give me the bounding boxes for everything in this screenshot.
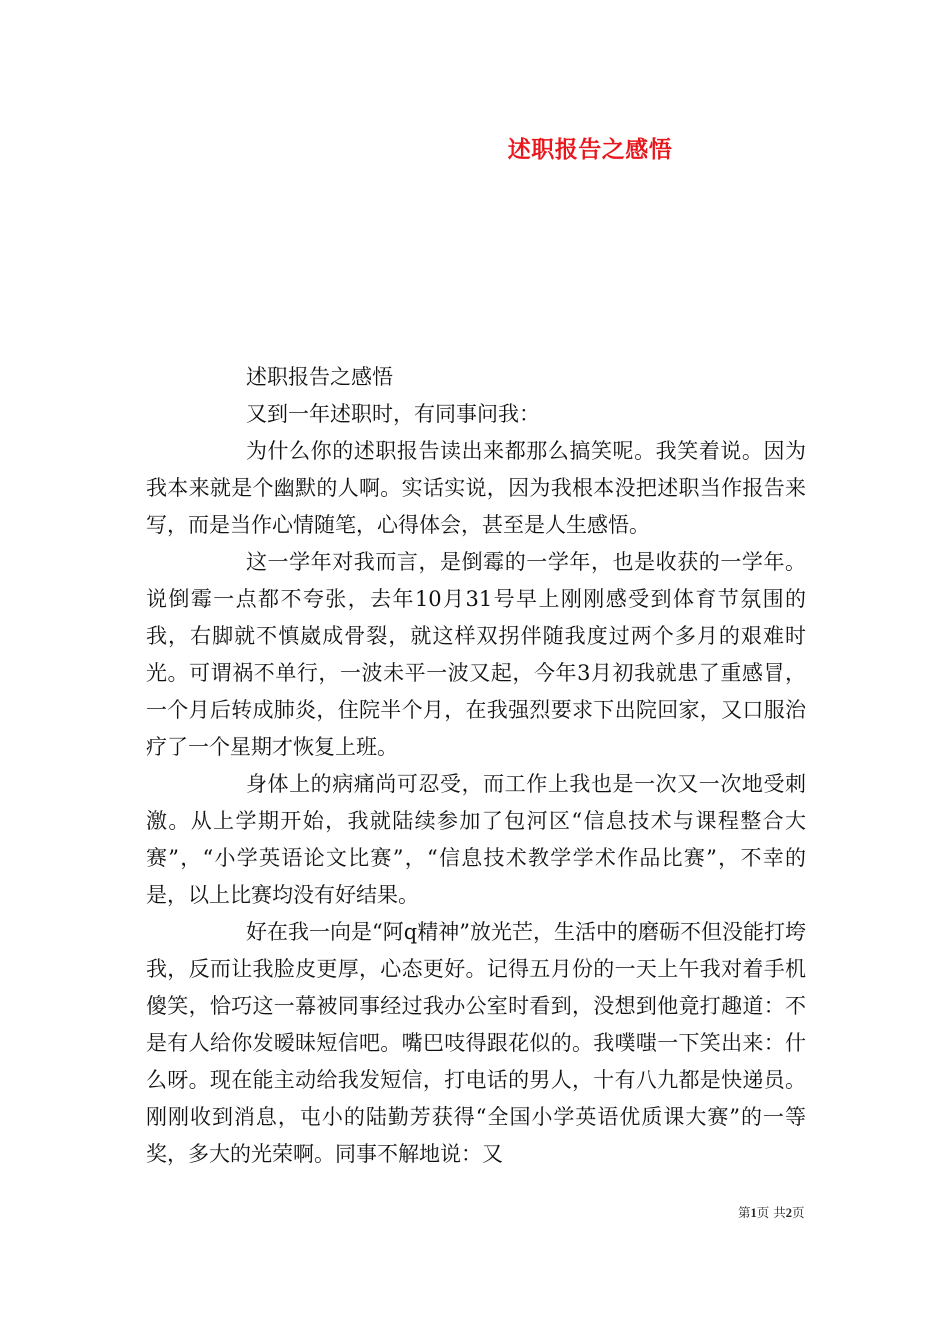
footer-prefix: 第 (738, 1205, 751, 1220)
page-number-footer (738, 1205, 805, 1221)
paragraph-heading: 述职报告之感悟 (246, 365, 393, 389)
current-page-number: 1 (750, 1206, 757, 1220)
paragraph: 为什么你的述职报告读出来都那么搞笑呢。我笑着说。因为我本来就是个幽默的人啊。实话实说，因为我根本没把述职当作报告来写，而是当作心情随笔，心得体会，甚至是人生感悟。 (146, 439, 806, 537)
paragraph: 好在我一向是“阿q精神”放光芒，生活中的磨砺不但没能打垮我，反而让我脸皮更厚，心态更好。记得五月份的一天上午我对着手机傻笑，恰巧这一幕被同事经过我办公室时看到，没想到他竟打趣道：不是有人给你发暧昧短信吧。嘴巴吱得跟花似的。我噗嗤一下笑出来：什么呀。现在能主动给我发短信，打电话的男人，十有八九都是快递员。刚刚收到消息，屯小的陆勤芳获得“全国小学英语优质课大赛”的一等奖，多大的光荣啊。同事不解地说：又 (146, 920, 806, 1166)
total-page-number: 2 (785, 1206, 792, 1220)
footer-middle: 页 共 (756, 1205, 786, 1220)
paragraph: 又到一年述职时，有同事问我： (246, 402, 540, 426)
paragraph: 身体上的病痛尚可忍受，而工作上我也是一次又一次地受刺激。从上学期开始，我就陆续参加了包河区“信息技术与课程整合大赛”，“小学英语论文比赛”，“信息技术教学学术作品比赛”，不幸的是，以上比赛均没有好结果。 (146, 772, 806, 907)
paragraph: 这一学年对我而言，是倒霉的一学年，也是收获的一学年。说倒霉一点都不夸张，去年10月31号早上刚刚感受到体育节氛围的我，右脚就不慎崴成骨裂，就这样双拐伴随我度过两个多月的艰难时光。可谓祸不单行，一波未平一波又起，今年3月初我就患了重感冒，一个月后转成肺炎，住院半个月，在我强烈要求下出院回家，又口服治疗了一个星期才恢复上班。 (146, 550, 806, 759)
footer-suffix: 页 (792, 1205, 805, 1220)
document-body (146, 359, 806, 1173)
page-title: 述职报告之感悟 (507, 136, 673, 163)
